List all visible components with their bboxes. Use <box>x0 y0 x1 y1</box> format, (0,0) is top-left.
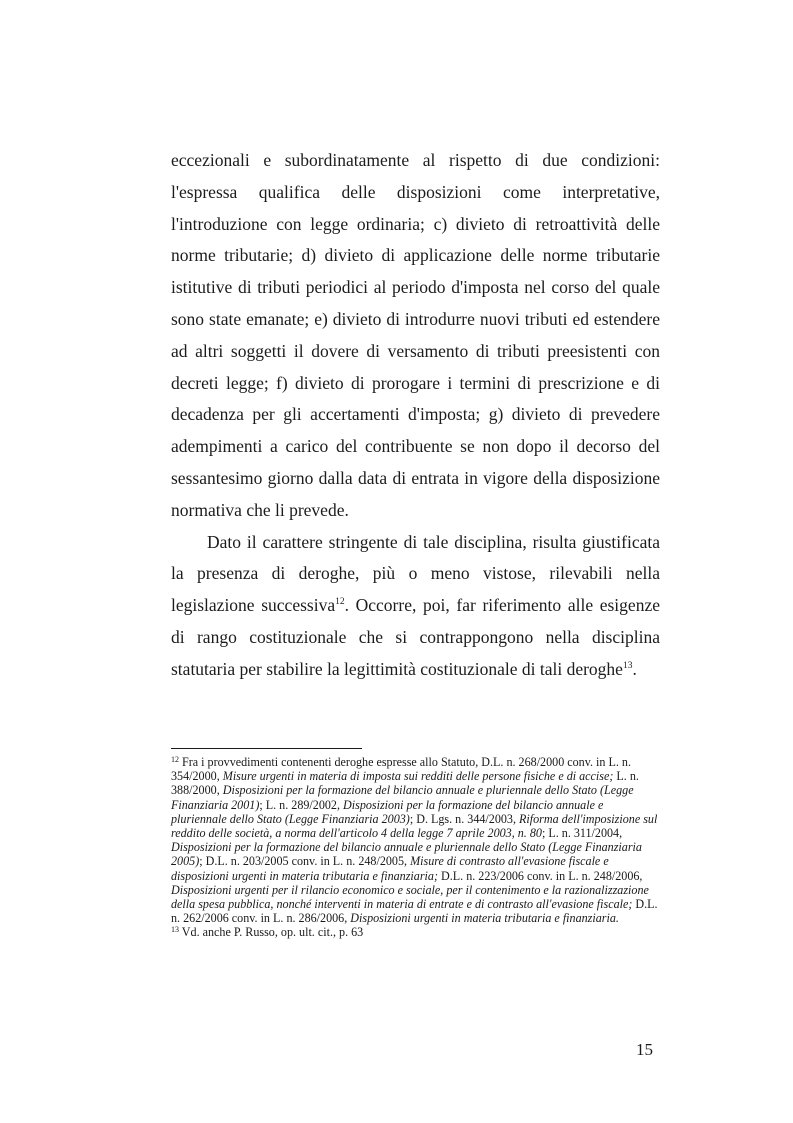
footnote-12-title: Disposizioni per la formazione del bilancio annuale e pluriennale dello Stato (Legge Finanziaria 2005) <box>171 840 642 869</box>
footnote-13-text: Vd. anche P. Russo, op. ult. cit., p. 63 <box>179 925 364 940</box>
footnote-12-title: Disposizioni urgenti in materia tributaria e finanziaria. <box>350 911 619 926</box>
footnote-13-number: 13 <box>171 925 179 935</box>
paragraph-deroghe-part-a: Dato il carattere stringente di tale disciplina, risulta giustificata la presenza di deroghe, più o meno vistose, rilevabili nella legislazione successiva <box>171 531 660 616</box>
footnote-12-title: Disposizioni urgenti per il rilancio economico e sociale, per il contenimento e la razionalizzazione della spesa pubblica, nonché interventi in materia di entrate e di contrasto all'evasione fiscale; <box>171 882 649 912</box>
footnote-separator <box>171 748 362 749</box>
footnote-ref-13[interactable]: 13 <box>622 660 633 671</box>
page-number: 15 <box>636 1040 653 1059</box>
paragraph-deroghe-part-c: . <box>632 658 637 679</box>
footnote-12-citation: ; L. n. 311/2004, <box>541 826 623 841</box>
footnotes <box>171 755 660 940</box>
footnote-12-title: Misure urgenti in materia di imposta sui redditi delle persone fisiche e di accise; <box>222 769 614 784</box>
main-text <box>171 145 660 686</box>
footnote-12 <box>171 755 660 925</box>
footnote-12-citation: ; L. n. 289/2002, <box>259 797 344 812</box>
footnote-12-citation: Fra i provvedimenti contenenti deroghe espresse allo Statuto, D.L. n. 268/2000 conv. in L. n. 354/2000, <box>171 755 631 784</box>
footnote-12-title: Misure di contrasto all'evasione fiscale e disposizioni urgenti in materia tributaria e finanziaria; <box>171 854 609 883</box>
paragraph-deroghe-part-b: . Occorre, poi, far riferimento alle esigenze di rango costituzionale che si contrappongono nella disciplina statutaria per stabilire la legittimità costituzionale di tali deroghe <box>171 595 660 679</box>
footnote-12-text <box>171 755 658 925</box>
footnote-12-citation: ; D. Lgs. n. 344/2003, <box>409 811 520 826</box>
footnote-12-number: 12 <box>171 755 179 764</box>
footnote-12-citation: L. n. 388/2000, <box>171 769 639 798</box>
footnote-ref-12[interactable]: 12 <box>335 597 345 608</box>
footnote-12-title: Riforma dell'imposizione sul reddito delle società, a norma dell'articolo 4 della legge 7 aprile 2003, n. 80 <box>171 811 658 841</box>
paragraph-continuation: eccezionali e subordinatamente al rispetto di due condizioni: l'espressa qualifica delle disposizioni come interpretative, l'introduzione con legge ordinaria; c) divieto di retroattività delle norme tributarie; d) divieto di applicazione delle norme tributarie istitutive di tributi periodici al periodo d'imposta nel corso del quale sono state emanate; e) divieto di introdurre nuovi tributi ed estendere ad altri soggetti il dovere di versamento di tributi preesistenti con decreti legge; f) divieto di prorogare i termini di prescrizione e di decadenza per gli accertamenti d'imposta; g) divieto di prevedere adempimenti a carico del contribuente se non dopo il decorso del sessantesimo giorno dalla data di entrata in vigore della disposizione normativa che li prevede. <box>171 150 660 520</box>
footnote-12-citation: ; D.L. n. 203/2005 conv. in L. n. 248/2005, <box>199 854 411 869</box>
footnote-12-citation: D.L. n. 223/2006 conv. in L. n. 248/2006, <box>437 868 643 883</box>
footnote-13 <box>171 925 660 939</box>
footnote-12-citation: D.L. n. 262/2006 conv. in L. n. 286/2006, <box>171 897 658 926</box>
paragraph-deroghe <box>171 527 660 686</box>
footnote-12-title: Disposizioni per la formazione del bilancio annuale e pluriennale dello Stato (Legge Finanziaria 2003) <box>171 797 604 826</box>
footnote-12-title: Disposizioni per la formazione del bilancio annuale e pluriennale dello Stato (Legge Finanziaria 2001) <box>171 783 634 812</box>
